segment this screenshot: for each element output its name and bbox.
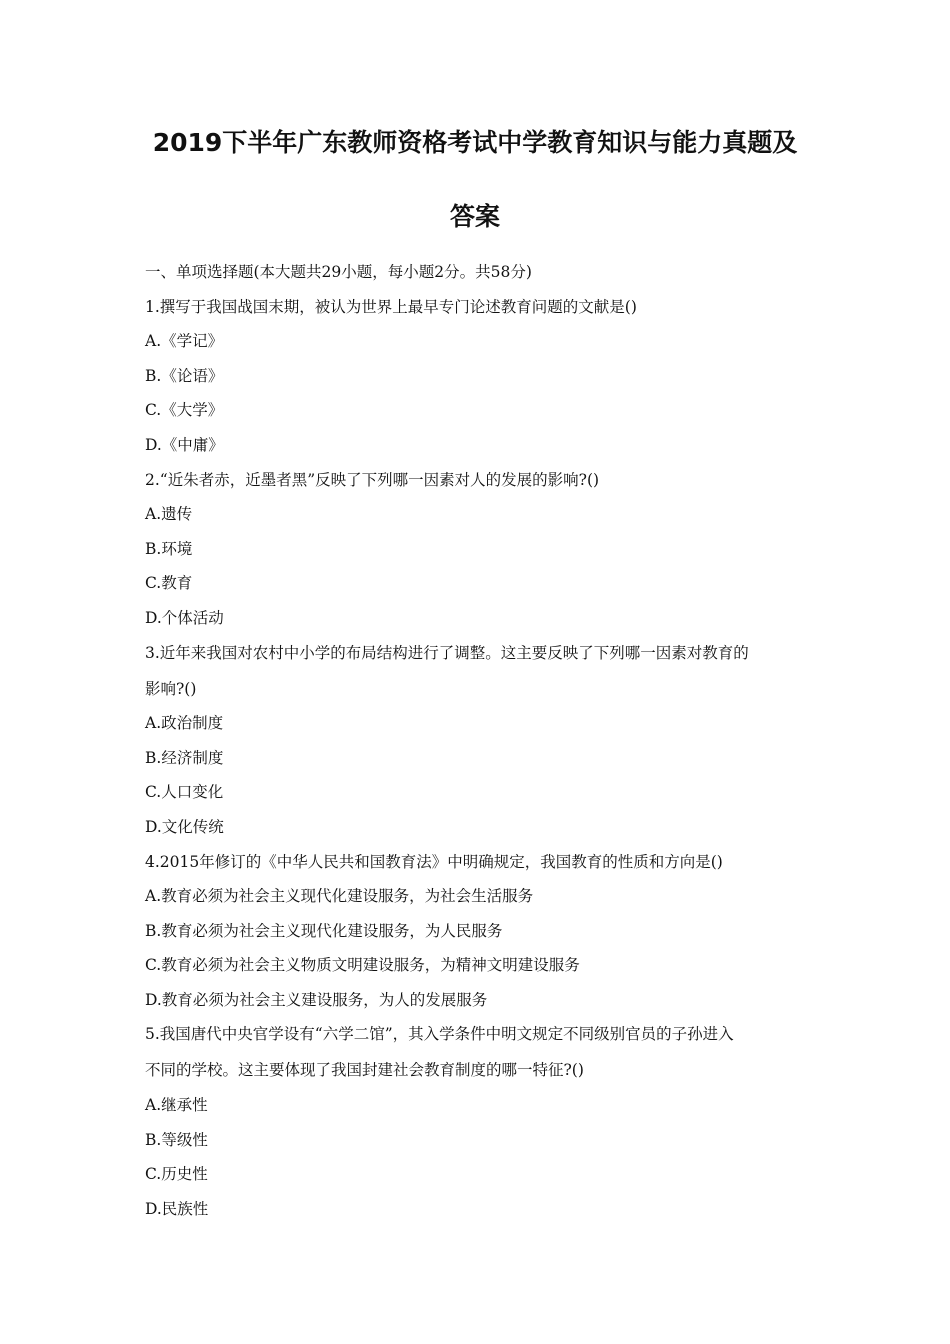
- question-stem: 5.我国唐代中央官学设有“六学二馆”，其入学条件中明文规定不同级别官员的子孙进入: [145, 1025, 734, 1044]
- question-stem: 1.撰写于我国战国末期，被认为世界上最早专门论述教育问题的文献是(): [145, 297, 637, 316]
- document-title-line-2: 答案: [449, 202, 500, 231]
- question-3: [145, 636, 825, 845]
- option-a: A.继承性: [145, 1096, 208, 1115]
- option-c: C.教育: [145, 574, 193, 593]
- question-stem-continued: 影响?(): [145, 679, 197, 698]
- option-c: C.教育必须为社会主义物质文明建设服务，为精神文明建设服务: [145, 956, 580, 975]
- document-body: [145, 255, 825, 1226]
- option-d: D.《中庸》: [145, 435, 224, 454]
- section-header: 一、单项选择题(本大题共29小题，每小题2分。共58分): [145, 263, 532, 281]
- option-c: C.《大学》: [145, 401, 224, 420]
- option-b: B.经济制度: [145, 748, 224, 767]
- option-b: B.等级性: [145, 1130, 208, 1149]
- question-stem: 2.“近朱者赤，近墨者黑”反映了下列哪一因素对人的发展的影响?(): [145, 470, 600, 489]
- option-b: B.《论语》: [145, 366, 224, 385]
- option-d: D.教育必须为社会主义建设服务，为人的发展服务: [145, 990, 488, 1009]
- option-d: D.民族性: [145, 1199, 209, 1218]
- question-stem-continued: 不同的学校。这主要体现了我国封建社会教育制度的哪一特征?(): [145, 1061, 584, 1080]
- question-5: [145, 1017, 825, 1226]
- option-b: B.环境: [145, 539, 193, 558]
- question-1: [145, 290, 825, 463]
- question-4: [145, 845, 825, 1018]
- document-title-line-1: 2019下半年广东教师资格考试中学教育知识与能力真题及: [152, 128, 798, 157]
- option-d: D.文化传统: [145, 817, 224, 836]
- option-c: C.历史性: [145, 1165, 208, 1184]
- question-stem: 3.近年来我国对农村中小学的布局结构进行了调整。这主要反映了下列哪一因素对教育的: [145, 643, 749, 662]
- question-2: [145, 463, 825, 636]
- option-a: A.《学记》: [145, 332, 224, 351]
- option-a: A.政治制度: [145, 714, 224, 733]
- option-a: A.教育必须为社会主义现代化建设服务，为社会生活服务: [145, 887, 534, 906]
- option-d: D.个体活动: [145, 608, 224, 627]
- question-stem: 4.2015年修订的《中华人民共和国教育法》中明确规定，我国教育的性质和方向是(): [145, 852, 723, 871]
- option-a: A.遗传: [145, 505, 193, 524]
- option-b: B.教育必须为社会主义现代化建设服务，为人民服务: [145, 921, 503, 940]
- option-c: C.人口变化: [145, 783, 224, 802]
